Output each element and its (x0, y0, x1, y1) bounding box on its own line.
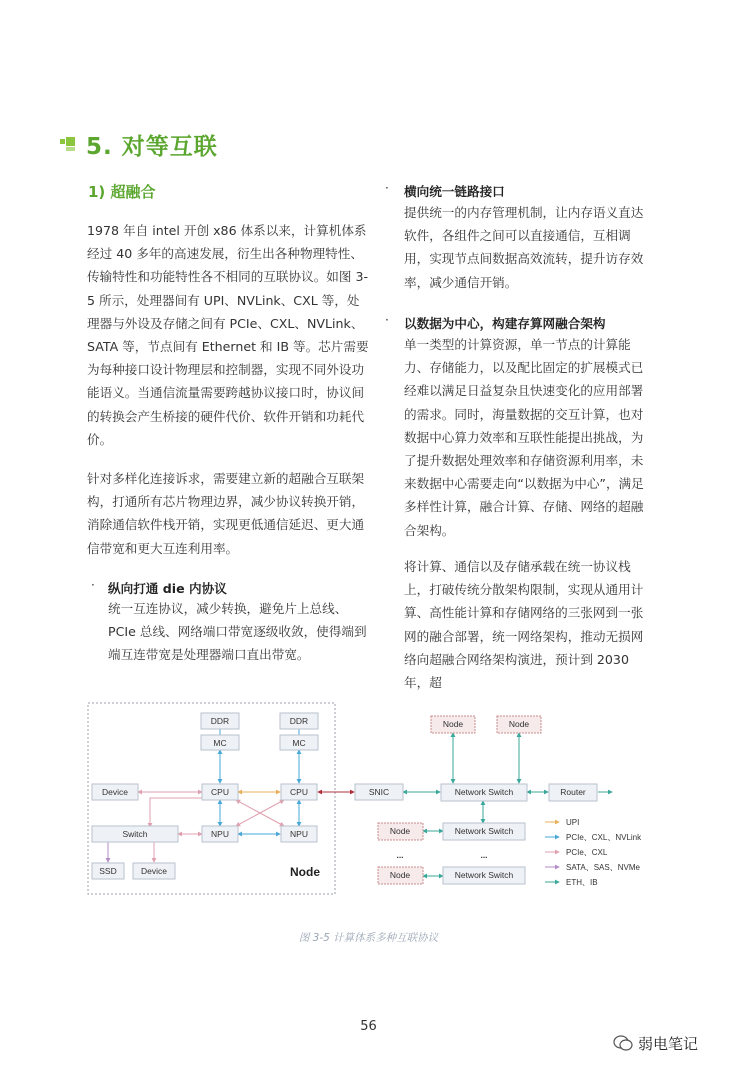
subsection-title: 1) 超融合 (88, 183, 156, 201)
network-switch-label: Network Switch (454, 826, 514, 836)
npu-label: NPU (211, 829, 229, 839)
bullet-title-horizontal: 横向统一链路接口 (404, 184, 505, 199)
cpu-label: CPU (211, 787, 229, 797)
ddr-label: DDR (289, 716, 309, 726)
figure-caption: 图 3-5 计算体系多种互联协议 (298, 932, 439, 944)
section-title: 5. 对等互联 (86, 134, 218, 160)
paragraph-intro: 1978 年自 intel 开创 x86 体系以来，计算机体系经过 40 多年的高速发展，衍生出各种物理特性、传输特性和功能特性各不相同的互联协议。如图 3-5 所示，处理器间有 UPI、NVLink、CXL 等，处理器与外设及存储之间有 PCIe、CXL、NVLink、SATA 等，节点间有 Ethernet 和 IB 等。芯片需要为每种接口设计物理层和控制器，实现不同外设功能语义。当通信流量需要跨越协议接口时，协议间的转换会产生桥接的硬件代价、软件开销和功耗代价。 (87, 223, 369, 447)
legend-label-eth-ib: ETH、IB (566, 878, 598, 887)
ssd-label: SSD (99, 866, 117, 876)
ellipsis: ... (396, 850, 404, 860)
node-frame-label: Node (290, 865, 320, 879)
wechat-icon (613, 1034, 633, 1052)
cpu-switch-link (150, 798, 202, 827)
legend-label-pcie-cxl-nvlink: PCIe、CXL、NVLink (566, 833, 642, 842)
ellipsis: ... (480, 850, 488, 860)
bullet-title-data-centric: 以数据为中心，构建存算网融合架构 (404, 316, 606, 331)
npu-label: NPU (290, 829, 308, 839)
paragraph-unified-stack: 将计算、通信以及存储承载在统一协议栈上，打破传统分散架构限制，实现从通用计算、高性能计算和存储网络的三张网到一张网的融合部署，统一网络架构，推动无损网络向超融合网络架构演进，预计到 2030 年，超 (404, 559, 644, 691)
node-label: Node (442, 719, 464, 729)
node-label: Node (389, 870, 411, 880)
cpu-label: CPU (290, 787, 308, 797)
bullet-marker: · (385, 181, 389, 195)
interconnect-diagram (0, 690, 737, 920)
device-label: Device (102, 787, 128, 797)
mc-label: MC (213, 738, 227, 748)
network-switch-label: Network Switch (454, 787, 514, 797)
paragraph-hyperconverged: 针对多样化连接诉求，需要建立新的超融合互联架构，打通所有芯片物理边界，减少协议转换开销，消除通信软件栈开销，实现更低通信延迟、更大通信带宽和更大互连利用率。 (87, 471, 365, 556)
bullet-body-horizontal: 提供统一的内存管理机制，让内存语义直达软件，各组件之间可以直接通信，互相调用，实现节点间数据高效流转，提升访存效率，减少通信开销。 (404, 205, 644, 290)
mc-label: MC (292, 738, 306, 748)
legend (545, 818, 642, 887)
bullet-marker: · (91, 578, 95, 592)
bullet-body-data-centric: 单一类型的计算资源，单一节点的计算能力、存储能力，以及配比固定的扩展模式已经难以满足日益复杂且快速变化的应用部署的需求。同时，海量数据的交互计算，也对数据中心算力效率和互联性能提出挑战，为了提升数据处理效率和存储资源利用率，未来数据中心需要走向“以数据为中心”，满足多样性计算，融合计算、存储、网络的超融合架构。 (404, 337, 644, 538)
switch-label: Switch (122, 829, 148, 839)
bullet-title-vertical: 纵向打通 die 内协议 (108, 581, 227, 596)
legend-label-sata: SATA、SAS、NVMe (566, 863, 640, 872)
bullet-marker: · (385, 313, 389, 327)
device-label: Device (141, 866, 167, 876)
node-label: Node (389, 826, 411, 836)
router-label: Router (560, 787, 586, 797)
legend-label-pcie-cxl: PCIe、CXL (566, 848, 608, 857)
node-label: Node (508, 719, 530, 729)
section-icon (60, 137, 76, 151)
watermark-text: 弱电笔记 (638, 1035, 699, 1053)
page-number: 56 (360, 1019, 377, 1034)
ddr-label: DDR (210, 716, 230, 726)
network-switch-label: Network Switch (454, 870, 514, 880)
snic-label: SNIC (368, 787, 390, 797)
bullet-body-vertical: 统一互连协议，减少转换，避免片上总线、PCIe 总线、网络端口带宽逐级收敛，使得端到端互连带宽是处理器端口直出带宽。 (108, 601, 367, 663)
legend-label-upi: UPI (566, 818, 580, 827)
